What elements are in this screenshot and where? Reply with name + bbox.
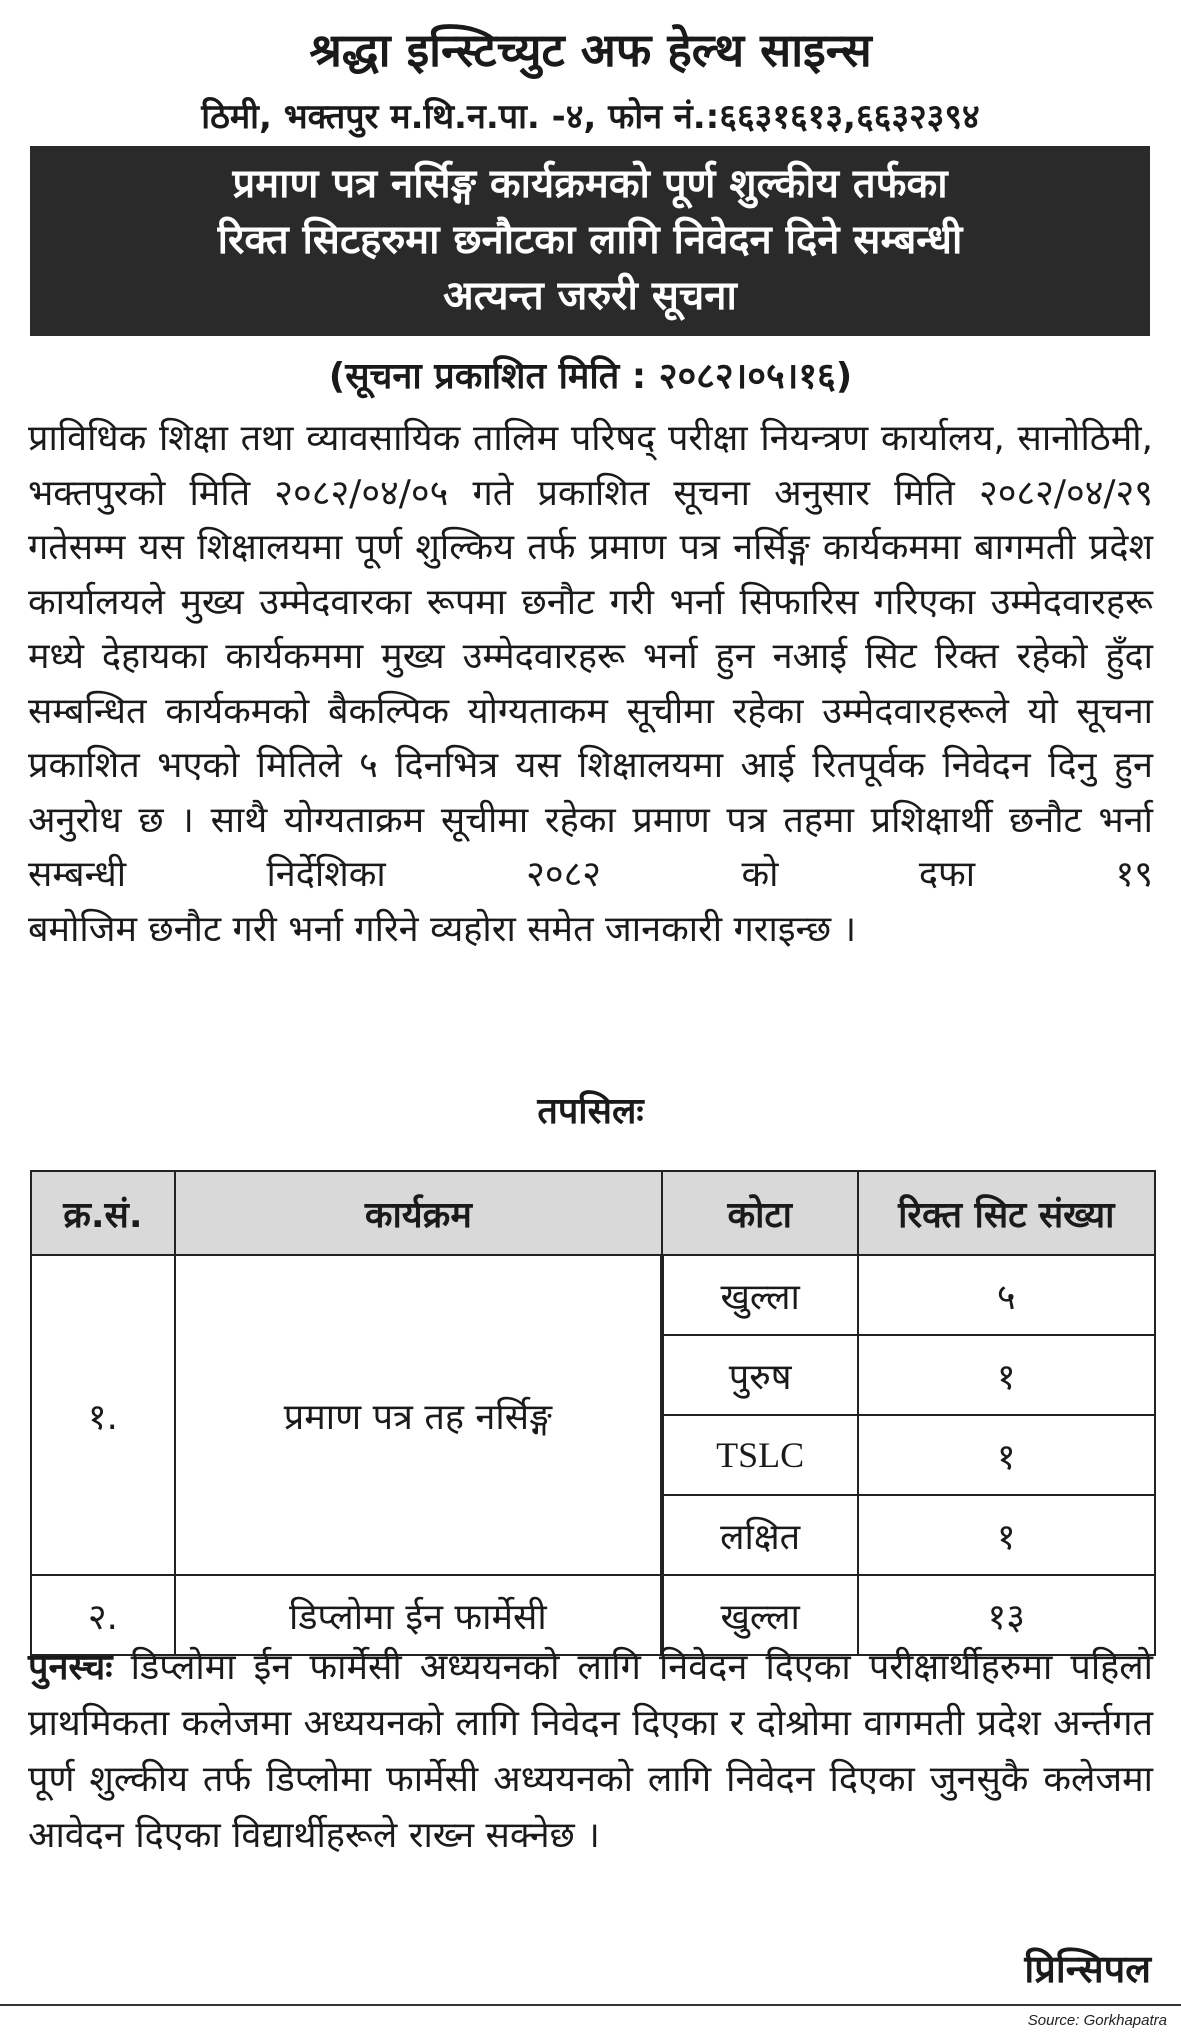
row2-sn: २.	[31, 1575, 175, 1655]
seat-cell: १३	[858, 1575, 1155, 1655]
notice-body-last-line: बमोजिम छनौट गरी भर्ना गरिने व्यहोरा समेत जानकारी गराइन्छ ।	[28, 908, 857, 950]
quota-cell: खुल्ला	[662, 1575, 858, 1655]
table-row	[31, 1255, 1155, 1335]
row1-sn: १.	[31, 1255, 175, 1575]
quota-cell: लक्षित	[662, 1495, 858, 1575]
published-date: (सूचना प्रकाशित मिति : २०८२।०५।१६)	[328, 356, 853, 397]
postscript-text: डिप्लोमा ईन फार्मेसी अध्ययनको लागि निवेदन दिएका परीक्षार्थीहरुमा पहिलो प्राथमिकता कलेजमा अध्ययनको लागि निवेदन दिएका र दोश्रोमा वागमती प्रदेश अर्न्तगत पूर्ण शुल्कीय तर्फ डिप्लोमा फार्मेसी अध्ययनको लागि निवेदन दिएका जुनसुकै कलेजमा	[28, 1647, 1153, 1800]
organization-address: ठिमी, भक्तपुर म.थि.न.पा. -४, फोन नं.:६६३१६१३,६६३२३९४	[201, 97, 980, 137]
header-seats: रिक्त सिट संख्या	[858, 1171, 1155, 1255]
quota-cell: पुरुष	[662, 1335, 858, 1415]
seat-cell: १	[858, 1335, 1155, 1415]
header-program: कार्यक्रम	[175, 1171, 662, 1255]
banner-line-1: प्रमाण पत्र नर्सिङ्ग कार्यक्रमको पूर्ण शुल्कीय तर्फका	[232, 161, 948, 207]
details-heading: तपसिलः	[537, 1091, 644, 1132]
banner-line-2: रिक्त सिटहरुमा छनौटका लागि निवेदन दिने सम्बन्धी	[217, 217, 963, 263]
header-sn: क्र.सं.	[31, 1171, 175, 1255]
notice-body-paragraph: प्राविधिक शिक्षा तथा व्यावसायिक तालिम परिषद् परीक्षा नियन्त्रण कार्यालय, सानोठिमी, भक्तपुरको मिति २०८२/०४/०५ गते प्रकाशित सूचना अनुसार मिति २०८२/०४/२९ गतेसम्म यस शिक्षालयमा पूर्ण शुल्किय तर्फ प्रमाण पत्र नर्सिङ्ग कार्यकममा बागमती प्रदेश कार्यालयले मुख्य उम्मेदवारका रूपमा छनौट गरी भर्ना सिफारिस गरिएका उम्मेदवारहरू मध्ये देहायका कार्यकममा मुख्य उम्मेदवारहरू भर्ना हुन नआई सिट रिक्त रहेको हुँदा सम्बन्धित कार्यकमको बैकल्पिक योग्यताकम सूचीमा रहेका उम्मेदवारहरूले यो सूचना प्रकाशित भएको मितिले ५ दिनभित्र यस शिक्षालयमा आई रितपूर्वक निवेदन दिनु हुन अनुरोध छ । साथै योग्यताक्रम सूचीमा रहेका प्रमाण पत्र तहमा प्रशिक्षार्थी छनौट भर्ना सम्बन्धी निर्देशिका २०८२ को दफा १९	[28, 418, 1153, 895]
postscript-label: पुनस्चः	[28, 1647, 113, 1688]
bottom-divider	[0, 2004, 1181, 2006]
notice-body	[28, 412, 1153, 957]
notice-title-banner	[30, 146, 1150, 336]
seat-cell: ५	[858, 1255, 1155, 1335]
vacant-seat-table	[30, 1170, 1156, 1656]
quota-cell: TSLC	[662, 1415, 858, 1495]
seat-cell: १	[858, 1415, 1155, 1495]
banner-line-3: अत्यन्त जरुरी सूचना	[443, 273, 737, 319]
postscript-last-line: आवेदन दिएका विद्यार्थीहरूले राख्न सक्नेछ ।	[28, 1815, 600, 1856]
signature-principal: प्रिन्सिपल	[1024, 1947, 1151, 1991]
quota-cell: खुल्ला	[662, 1255, 858, 1335]
source-credit: Source: Gorkhapatra	[1027, 2012, 1167, 2029]
row1-program: प्रमाण पत्र तह नर्सिङ्ग	[175, 1255, 662, 1575]
table-header-row	[31, 1171, 1155, 1255]
organization-name: श्रद्धा इन्स्टिच्युट अफ हेल्थ साइन्स	[309, 23, 872, 77]
seat-cell: १	[858, 1495, 1155, 1575]
row2-program: डिप्लोमा ईन फार्मेसी	[175, 1575, 662, 1655]
header-quota: कोटा	[662, 1171, 858, 1255]
postscript	[28, 1640, 1153, 1864]
